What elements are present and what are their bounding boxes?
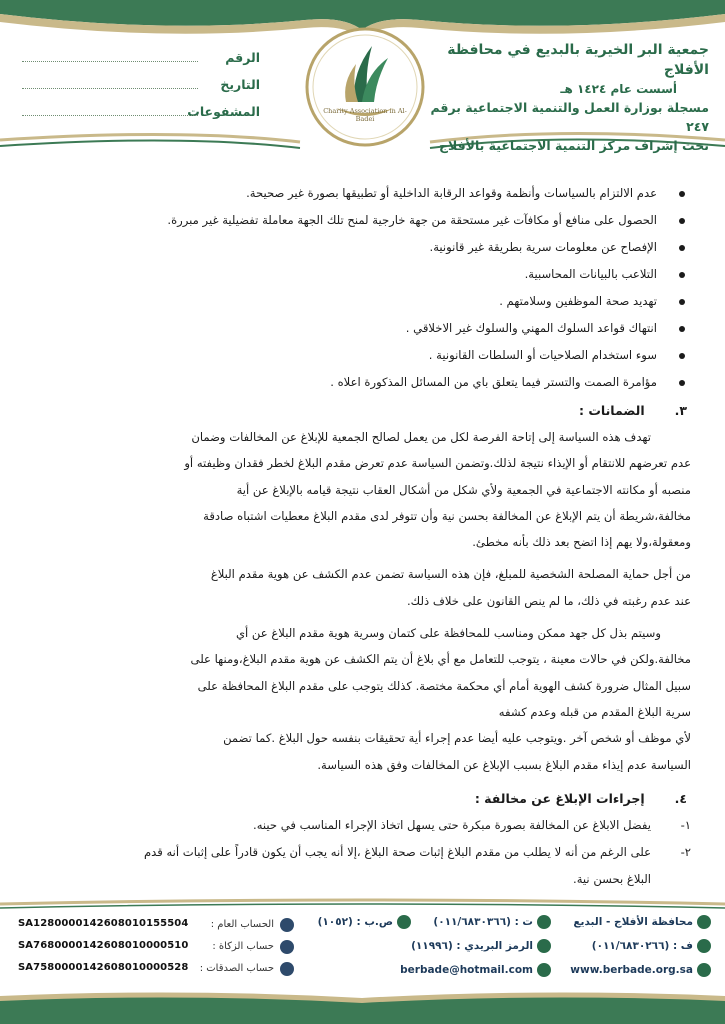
list-item: التلاعب بالبيانات المحاسبية. bbox=[34, 261, 691, 288]
section-3-paragraph-1: تهدف هذه السياسة إلى إتاحة الفرصة لكل من يعمل لصالح الجمعية للإبلاغ عن المخالفات وضمان عدم تعرضهم للانتقام أو الإيذاء نتيجة لذلك.وتضمن السياسة عدم تعرض مقدم البلاغ لخطر فقدان وظيفته أو منصبه أو مكانته الاجتماعية في الجمعية ولأي شكل من أشكال العقاب نتيجة قيامه بالإبلاغ عن أية مخالفة،شريطة أن يتم الإبلاغ عن المخالفة بحسن نية وأن تتوفر لدى مقدم البلاغ معطيات اشتباه صادقة ومعقولة،ولا يهم إذا اتضح بعد ذلك بأنه مخطئ. bbox=[184, 430, 691, 550]
list-item: تهديد صحة الموظفين وسلامتهم . bbox=[34, 288, 691, 315]
list-item: انتهاك قواعد السلوك المهني والسلوك غير الاخلاقي . bbox=[34, 315, 691, 342]
fax-icon bbox=[697, 939, 711, 953]
letter-meta bbox=[22, 50, 260, 131]
account-charity: حساب الصدقات : SA7580000142608010000528 bbox=[18, 960, 294, 980]
mailbox-icon bbox=[397, 915, 411, 929]
org-founded: أسست عام ١٤٢٤ هـ bbox=[560, 82, 677, 96]
meta-attachments-row bbox=[22, 104, 260, 131]
contact-row-2: ف : (٠١١/٦٨٣٠٢٦٦) الرمز البريدي : (١١٩٩٦) bbox=[331, 938, 711, 958]
meta-attachments-label: المشفوعات bbox=[187, 104, 260, 119]
meta-date-row bbox=[22, 77, 260, 104]
list-item: مؤامرة الصمت والتستر فيما يتعلق باي من المسائل المذكورة اعلاه . bbox=[34, 369, 691, 396]
list-item: ١- يفضل الابلاغ عن المخالفة بصورة مبكرة حتى يسهل اتخاذ الإجراء المناسب في حينه. bbox=[253, 817, 691, 832]
section-3-number: ٣. bbox=[674, 403, 687, 418]
list-item: ٢- على الرغم من أنه لا يطلب من مقدم البلاغ إثبات صحة البلاغ ،إلا أنه يجب أن يكون قادراً على إثبات أنه قدم البلاغ بحسن نية. bbox=[143, 844, 691, 886]
bank-icon bbox=[280, 940, 294, 954]
section-3-heading bbox=[34, 398, 691, 424]
section-3-paragraph-2: من أجل حماية المصلحة الشخصية للمبلغ، فإن هذه السياسة تضمن عدم الكشف عن هوية مقدم البلاغ عند عدم رغبته في ذلك، ما لم ينص القانون على خلاف ذلك. bbox=[210, 567, 691, 608]
email-address: berbade@hotmail.com bbox=[400, 964, 533, 976]
postal-code-icon bbox=[537, 939, 551, 953]
meta-number-label: الرقم bbox=[225, 50, 260, 65]
list-item: الإفصاح عن معلومات سرية بطريقة غير قانونية. bbox=[34, 234, 691, 261]
list-item: عدم الالتزام بالسياسات وأنظمة وقواعد الرقابة الداخلية أو تطبيقها بصورة غير صحيحة. bbox=[34, 180, 691, 207]
phone-icon bbox=[537, 915, 551, 929]
letter-body bbox=[34, 180, 691, 893]
globe-icon bbox=[697, 963, 711, 977]
meta-number-row bbox=[22, 50, 260, 77]
reporting-steps bbox=[34, 812, 691, 893]
section-3-paragraph-3: وسيتم بذل كل جهد ممكن ومناسب للمحافظة على كتمان وسرية هوية مقدم البلاغ عن أي مخالفة.ولكن في حالات معينة ، يتوجب للتعامل مع أي بلاغ أن يتم الكشف عن هوية مقدم البلاغ،ومنها على سبيل المثال ضرورة كشف الهوية أمام أي محكمة مختصة. كذلك يتوجب على مقدم البلاغ المحافظة على سرية البلاغ المقدم من قبله وعدم كشفه bbox=[190, 626, 691, 719]
section-4-title: إجراءات الإبلاغ عن مخالفة : bbox=[474, 790, 645, 806]
account-general: الحساب العام : SA1280000142608010155504 bbox=[18, 916, 294, 936]
violations-list bbox=[34, 180, 691, 396]
association-logo bbox=[302, 24, 428, 150]
org-name: جمعية البر الخيرية بالبديع في محافظة الأفلاج bbox=[447, 42, 709, 78]
meta-date-label: التاريخ bbox=[220, 77, 260, 92]
section-4-number: ٤. bbox=[674, 790, 687, 806]
email-icon bbox=[537, 963, 551, 977]
bank-icon bbox=[280, 962, 294, 976]
location-icon bbox=[697, 915, 711, 929]
logo-english-caption: Charity Association in Al-Badei bbox=[323, 107, 407, 123]
org-registration: مسجلة بوزارة العمل والتنمية الاجتماعية برقم ٢٤٧ bbox=[430, 100, 709, 134]
list-item: الحصول على منافع أو مكافآت غير مستحقة من جهة خارجية لمنح تلك الجهة معاملة تفضيلية غير مبررة. bbox=[34, 207, 691, 234]
bank-icon bbox=[280, 918, 294, 932]
org-supervision: تحت إشراف مركز التنمية الاجتماعية بالأفلاج bbox=[438, 138, 709, 153]
website-link: www.berbade.org.sa bbox=[570, 964, 693, 976]
section-3-paragraph-4: لأي موظف أو شخص آخر .ويتوجب عليه أيضا عدم إجراء أية تحقيقات بنفسه حول البلاغ .كما تضمن السياسة عدم إيذاء مقدم البلاغ بسبب الإبلاغ عن المخالفات وفق هذه السياسة. bbox=[223, 731, 691, 772]
contact-row-1: محافظة الأفلاج - البديع ت : (٠١١/٦٨٣٠٣٦٦) ص.ب : (١٠٥٢) bbox=[331, 914, 711, 934]
footer bbox=[0, 898, 725, 1024]
section-4-heading bbox=[34, 786, 691, 812]
section-3-title: الضمانات : bbox=[578, 403, 645, 418]
contact-row-3 bbox=[331, 962, 711, 982]
organization-info bbox=[419, 40, 709, 155]
account-zakat: حساب الزكاة : SA7680000142608010000510 bbox=[18, 938, 294, 958]
list-item: سوء استخدام الصلاحيات أو السلطات القانونية . bbox=[34, 342, 691, 369]
